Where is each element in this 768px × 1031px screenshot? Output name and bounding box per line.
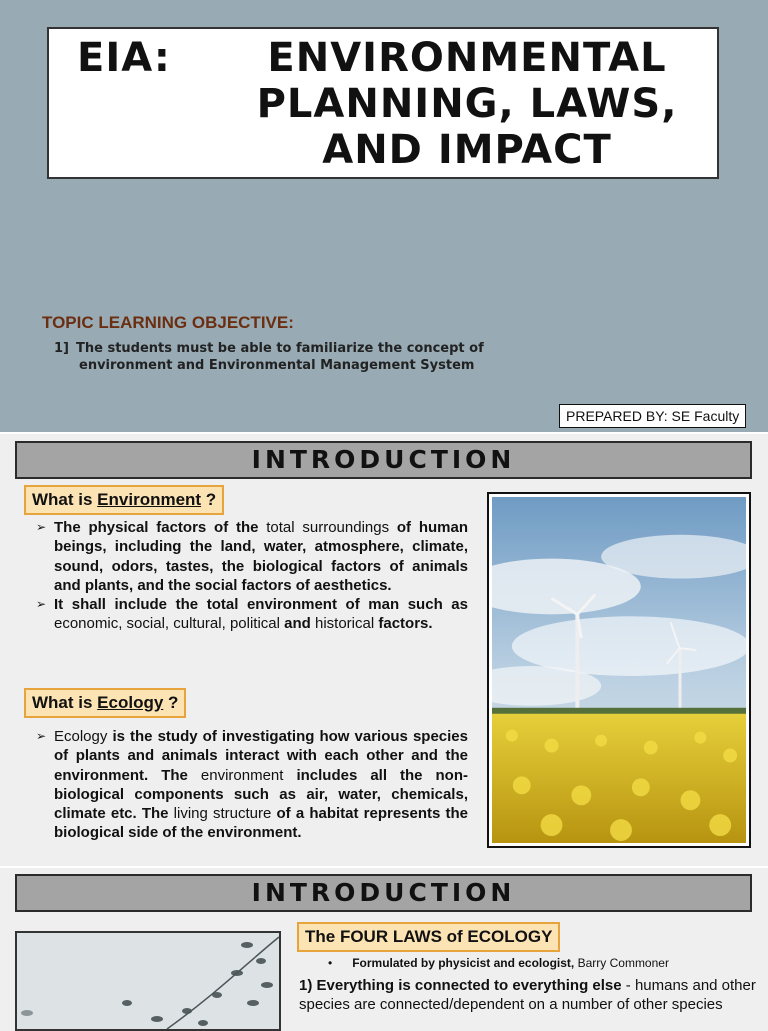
q2-prefix: What is <box>32 693 98 712</box>
ecology-definition <box>36 727 468 843</box>
environment-definition <box>36 518 468 634</box>
wind-turbine-field-icon <box>492 497 746 843</box>
q2-term: Ecology <box>97 693 164 712</box>
title-label: EIA: <box>77 35 171 81</box>
q1-prefix: What is <box>32 490 98 509</box>
prepared-by-label: PREPARED BY: SE Faculty <box>559 404 746 428</box>
objective-line-1: The students must be able to familiarize the concept of <box>76 341 484 356</box>
objective-line-2: environment and Environmental Management System <box>79 358 475 373</box>
bullet-dot-icon: • <box>328 956 353 970</box>
formulated-by-line: • Formulated by physicist and ecologist, Barry Commoner <box>328 956 669 970</box>
title-line-2: PLANNING, LAWS, <box>256 81 678 127</box>
wind-turbine-photo <box>487 492 751 848</box>
what-is-environment-box <box>24 485 224 515</box>
title-box <box>47 27 719 179</box>
environment-point-1: ➢ The physical factors of the total surroundings of human beings, including the land, water, atmosphere, climate, sound, odors, tastes, the biological factors of animals and plants, and the social factors of aesthetics. <box>36 519 468 594</box>
title-line-3: AND IMPACT <box>322 127 612 173</box>
arrow-bullet-icon: ➢ <box>36 729 47 743</box>
objective-heading: TOPIC LEARNING OBJECTIVE: <box>42 313 294 332</box>
environment-point-2: ➢ It shall include the total environment of man such as economic, social, cultural, political and historical factors. <box>36 596 468 633</box>
arrow-bullet-icon: ➢ <box>36 597 47 612</box>
plant-leaves-icon <box>17 933 279 1029</box>
plant-photo <box>15 931 281 1031</box>
objective-item <box>54 340 524 374</box>
four-laws-heading-box: The FOUR LAWS of ECOLOGY <box>297 922 560 952</box>
title-text <box>217 35 717 173</box>
ecology-point: ➢ Ecology is the study of investigating how various species of plants and animals interact with each other and the environment. The environment includes all the non-biological components such as air, water, chemicals, climate etc. The living structure of a habitat represents the biological side of the environment. <box>36 728 469 842</box>
what-is-ecology-box <box>24 688 186 718</box>
intro-banner-2: INTRODUCTION <box>15 874 752 912</box>
title-line-1: ENVIRONMENTAL <box>267 35 667 81</box>
law-1: 1) Everything is connected to everything else - humans and other species are connected/dependent on a number of other species <box>299 977 756 1013</box>
q1-term: Environment <box>97 490 202 509</box>
q1-suffix: ? <box>201 490 217 509</box>
q2-suffix: ? <box>163 693 179 712</box>
arrow-bullet-icon: ➢ <box>36 520 47 534</box>
intro-banner-1: INTRODUCTION <box>15 441 752 479</box>
objective-number: 1] <box>54 341 69 356</box>
title-slide <box>0 0 768 432</box>
